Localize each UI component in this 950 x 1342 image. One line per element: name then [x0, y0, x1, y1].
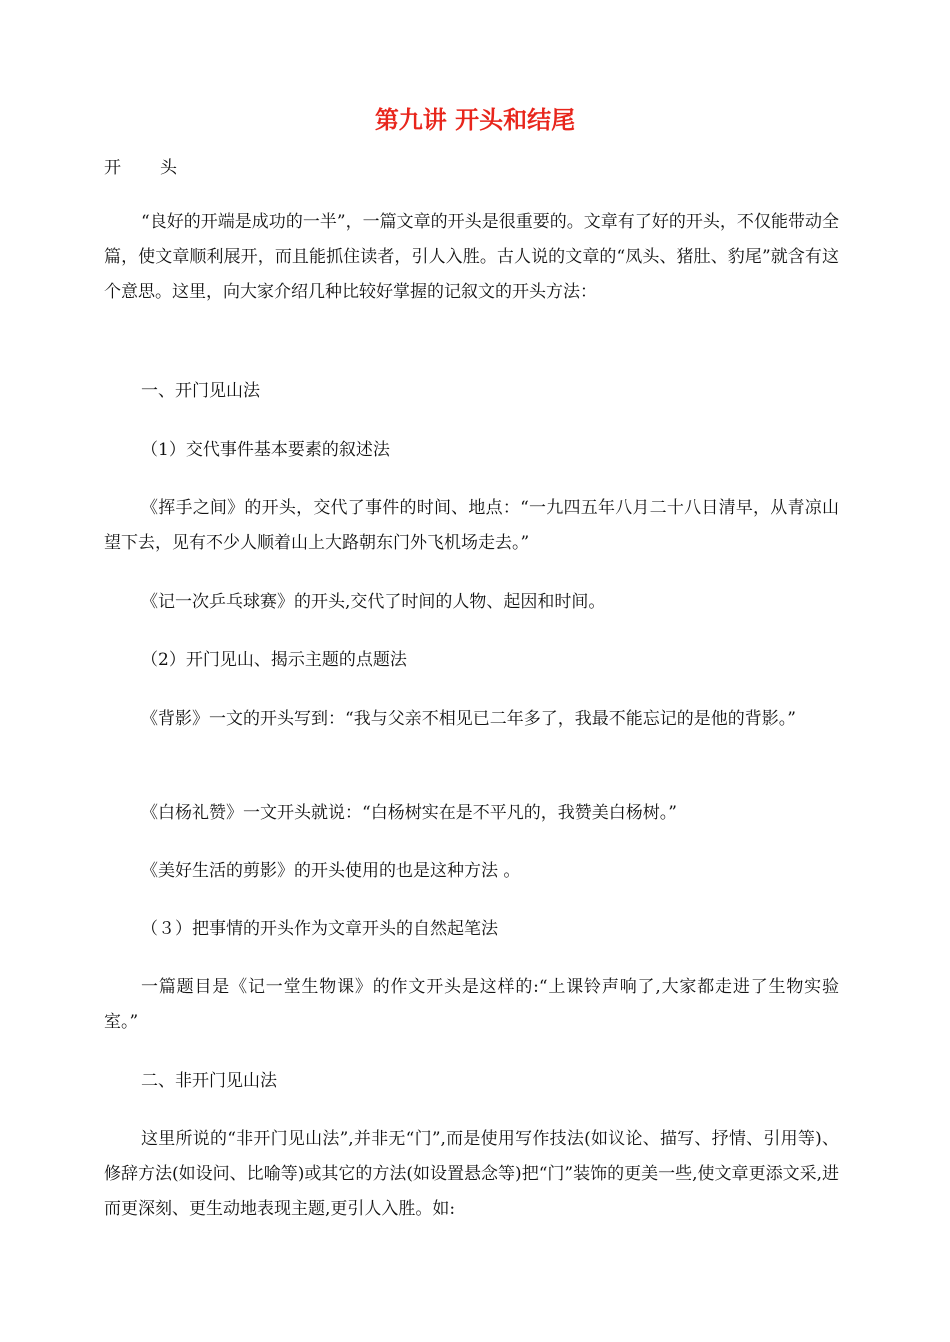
example-paragraph: 《记一次乒乓球赛》的开头,交代了时间的人物、起因和时间。 [141, 592, 606, 612]
intro-paragraph: “良好的开端是成功的一半”，一篇文章的开头是很重要的。文章有了好的开头，不仅能带动全篇，使文章顺利展开，而且能抓住读者，引人入胜。古人说的文章的“凤头、猪肚、豹尾”就含有这个意思。这里，向大家介绍几种比较好掌握的记叙文的开头方法： [104, 212, 839, 302]
section-heading-1: 一、开门见山法 [141, 381, 260, 401]
example-paragraph: 《挥手之间》的开头，交代了事件的时间、地点：“一九四五年八月二十八日清早，从青凉山望下去，见有不少人顺着山上大路朝东门外飞机场走去。” [104, 498, 839, 553]
example-paragraph: 一篇题目是《记一堂生物课》的作文开头是这样的:“上课铃声响了,大家都走进了生物实验室。” [104, 977, 839, 1032]
subsection-heading-2: （2）开门见山、揭示主题的点题法 [141, 650, 407, 670]
section-heading [104, 155, 177, 181]
body-paragraph: 这里所说的“非开门见山法”,并非无“门”,而是使用写作技法(如议论、描写、抒情、引用等)、修辞方法(如设问、比喻等)或其它的方法(如设置悬念等)把“门”装饰的更美一些,使文章更添文采,进而更深刻、更生动地表现主题,更引人入胜。如: [104, 1129, 839, 1219]
example-paragraph: 《白杨礼赞》一文开头就说：“白杨树实在是不平凡的，我赞美白杨树。” [141, 803, 677, 823]
section-heading-char-2: 头 [160, 158, 177, 178]
subsection-heading-1: （1）交代事件基本要素的叙述法 [141, 440, 390, 460]
section-heading-2: 二、非开门见山法 [141, 1071, 277, 1091]
example-paragraph: 《背影》一文的开头写到：“我与父亲不相见已二年多了，我最不能忘记的是他的背影。” [141, 709, 796, 729]
subsection-heading-3: （３）把事情的开头作为文章开头的自然起笔法 [141, 919, 498, 939]
example-paragraph: 《美好生活的剪影》的开头使用的也是这种方法 。 [141, 861, 521, 881]
section-heading-char-1: 开 [104, 158, 121, 178]
page-title: 第九讲 开头和结尾 [374, 106, 576, 134]
